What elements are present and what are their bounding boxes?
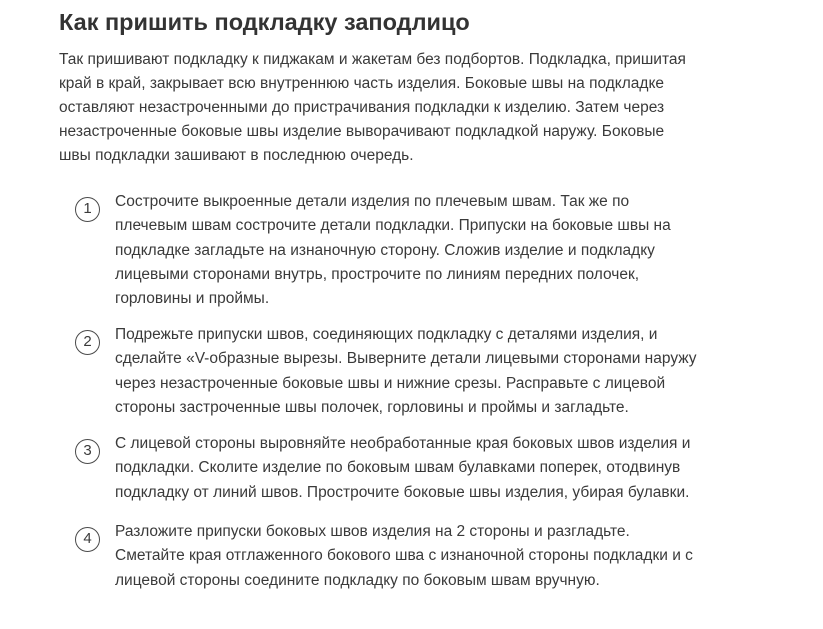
step-number-badge: 1 xyxy=(75,197,100,222)
step-line: С лицевой стороны выровняйте необработанные края боковых швов изделия и xyxy=(115,435,691,452)
step-line: Подрежьте припуски швов, соединяющих подкладку с деталями изделия, и xyxy=(115,326,658,343)
step-line: горловины и проймы. xyxy=(115,290,270,308)
step-line: сделайте «V-образные вырезы. Выверните детали лицевыми сторонами наружу xyxy=(115,350,697,368)
step-line: Сострочите выкроенные детали изделия по плечевым швам. Так же по xyxy=(115,193,630,210)
step-line: плечевым швам сострочите детали подкладки. Припуски на боковые швы на xyxy=(115,217,671,235)
step-number-badge: 4 xyxy=(75,527,100,552)
step-line: лицевыми сторонами внутрь, прострочите по линиям передних полочек, xyxy=(115,265,640,283)
step-line: лицевой стороны соедините подкладку по боковым швам вручную. xyxy=(115,571,600,589)
page-title: Как пришить подкладку заподлицо xyxy=(59,9,470,35)
intro-line: швы подкладки зашивают в последнюю очередь. xyxy=(59,147,414,164)
intro-line: незастроченные боковые швы изделие выворачивают подкладкой наружу. Боковые xyxy=(59,123,665,140)
step-text xyxy=(115,520,693,593)
step-text xyxy=(115,432,690,505)
step-text xyxy=(115,190,671,311)
step-line: стороны застроченные швы полочек, горловины и проймы и загладьте. xyxy=(115,398,629,416)
step-line: Сметайте края отглаженного бокового шва с изнаночной стороны подкладки и с xyxy=(115,547,693,565)
step-line: подкладки. Сколите изделие по боковым швам булавками поперек, отодвинув xyxy=(115,459,681,477)
step-line: подкладку от линий швов. Прострочите боковые швы изделия, убирая булавки. xyxy=(115,483,690,501)
step-text xyxy=(115,323,697,420)
step-line: подкладке загладьте на изнаночную сторону. Сложив изделие и подкладку xyxy=(115,241,655,259)
step-line: Разложите припуски боковых швов изделия на 2 стороны и разгладьте. xyxy=(115,523,630,540)
step-line: через незастроченные боковые швы и нижние срезы. Расправьте с лицевой xyxy=(115,374,666,392)
intro-line: край в край, закрывает всю внутреннюю часть изделия. Боковые швы на подкладке xyxy=(59,75,665,92)
intro-line: Так пришивают подкладку к пиджакам и жакетам без подбортов. Подкладка, пришитая xyxy=(59,51,686,68)
intro-line: оставляют незастроченными до пристрачивания подкладки к изделию. Затем через xyxy=(59,99,665,116)
intro-paragraph xyxy=(59,48,739,168)
step-number-badge: 2 xyxy=(75,330,100,355)
step-number-badge: 3 xyxy=(75,439,100,464)
